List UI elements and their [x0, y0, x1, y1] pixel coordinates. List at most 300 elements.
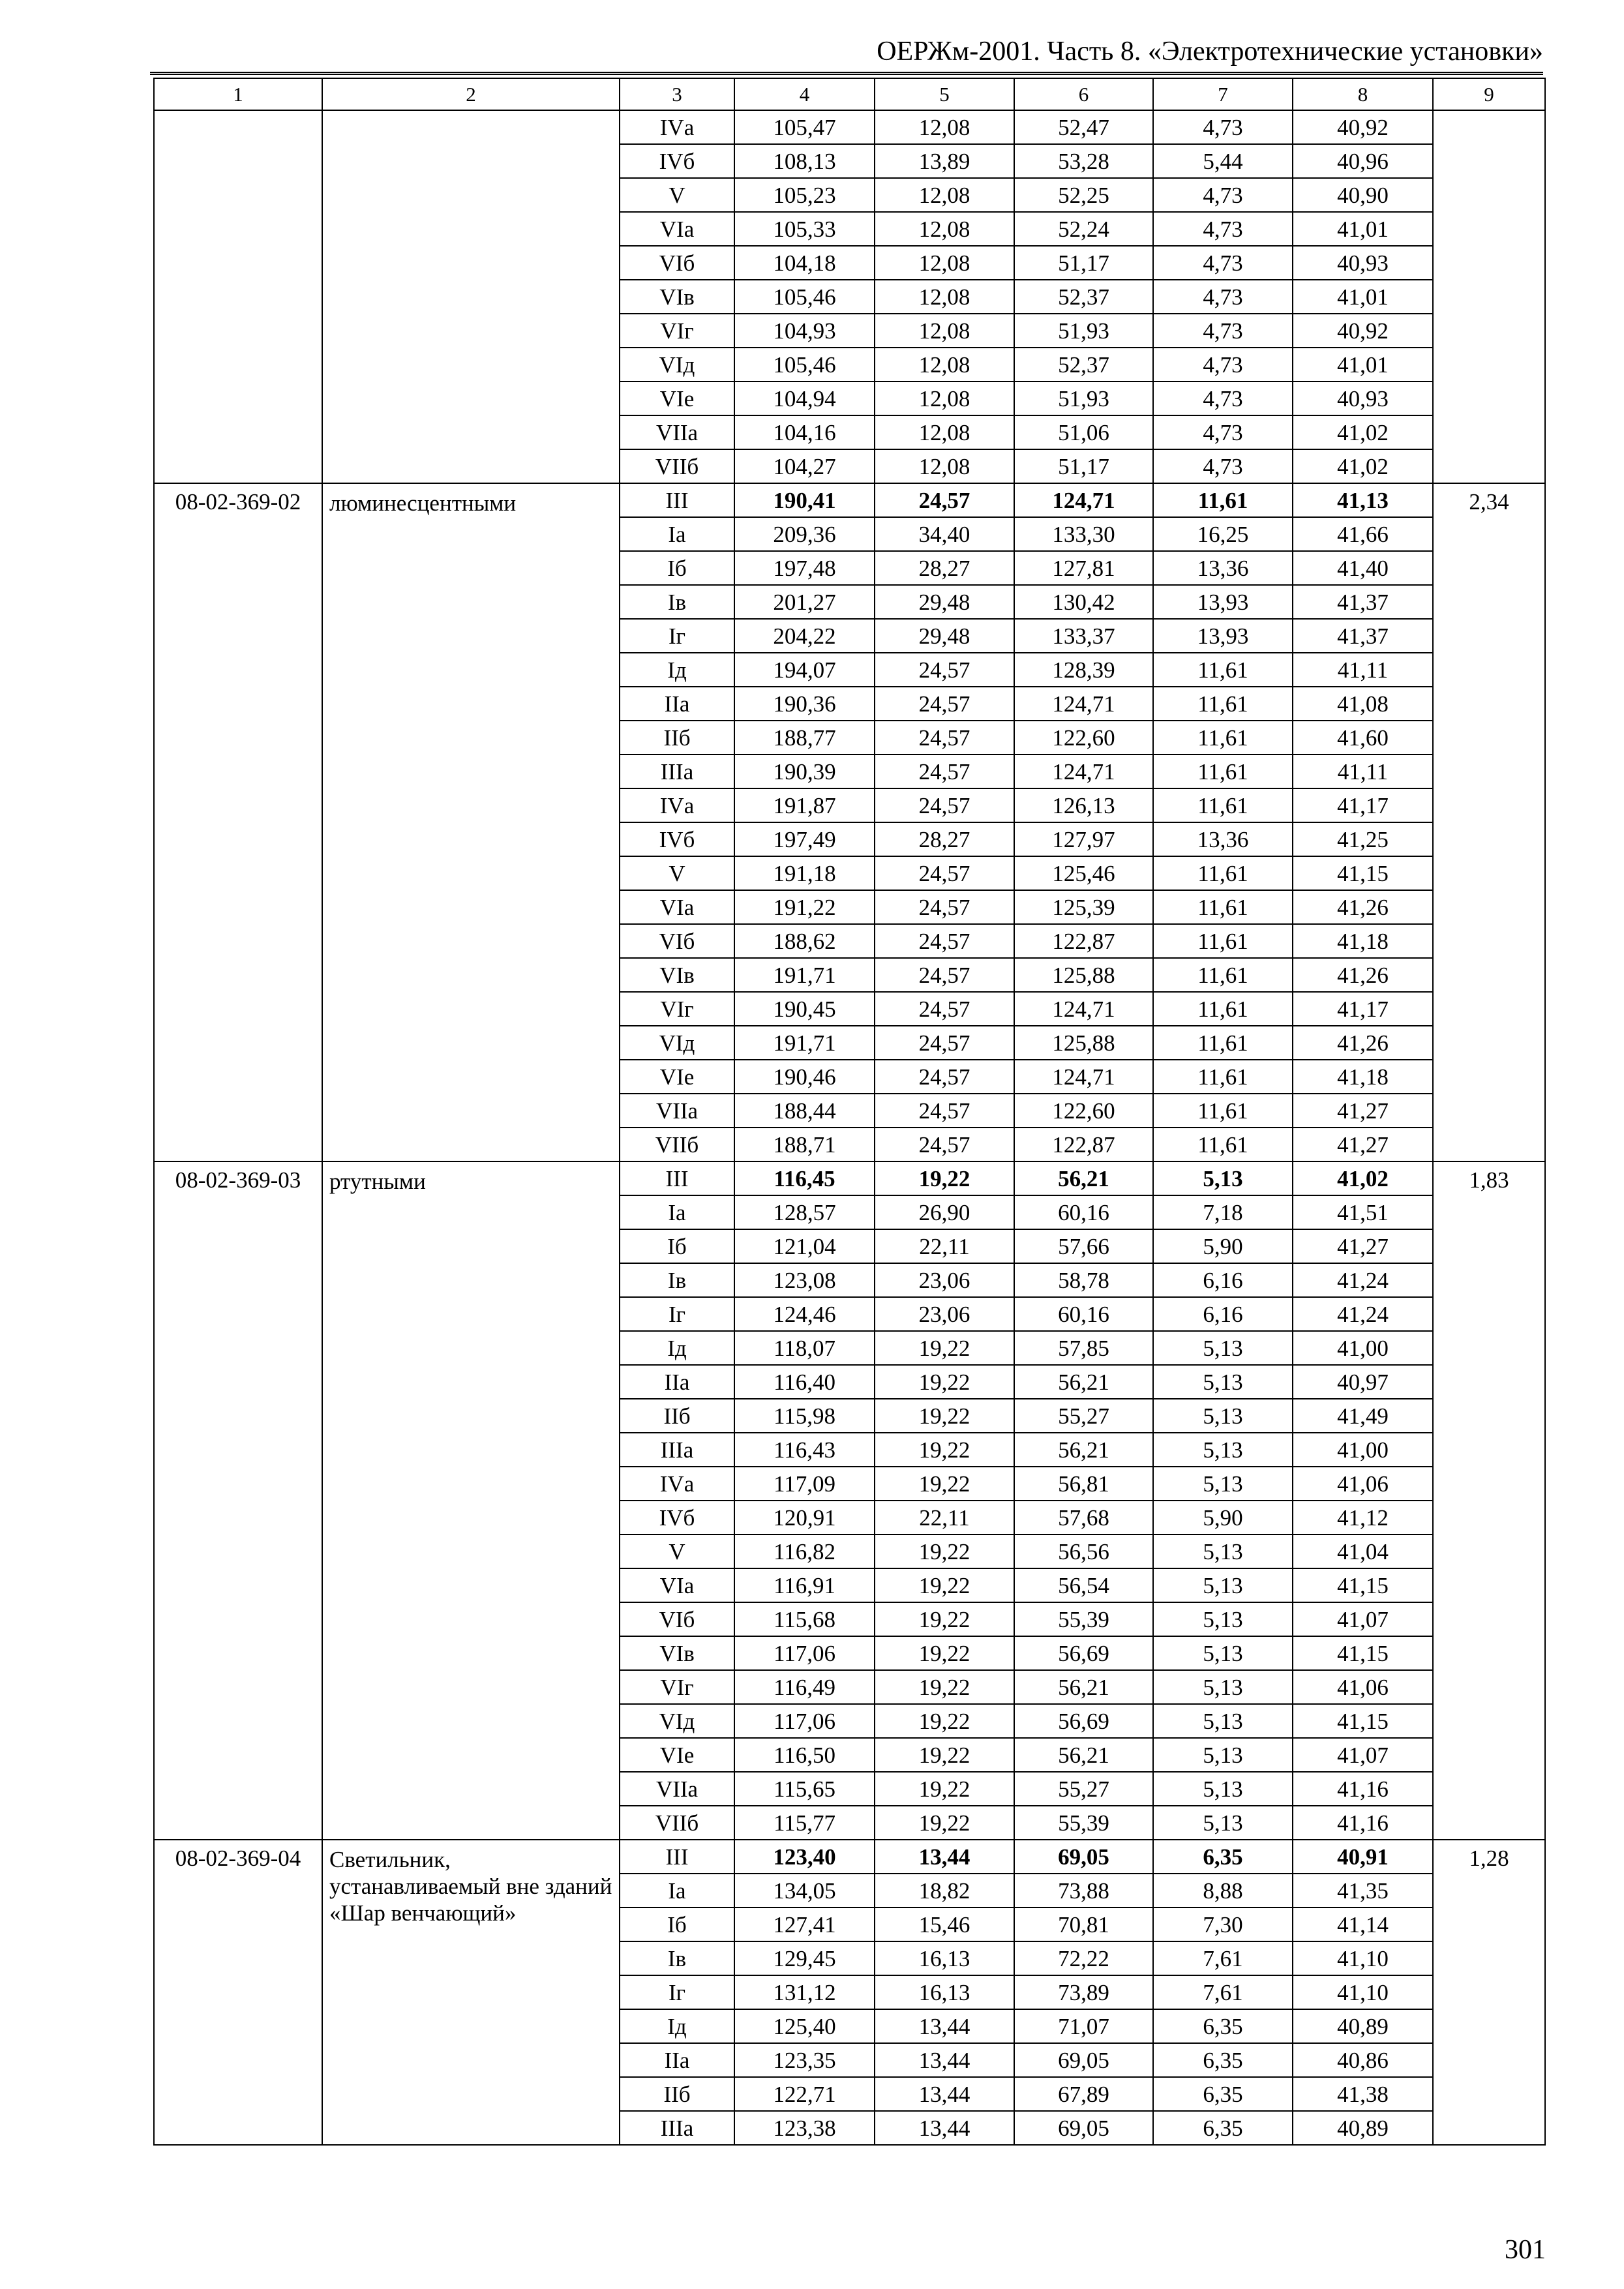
value-cell: 4,73 — [1153, 382, 1293, 415]
value-cell: 11,61 — [1153, 856, 1293, 890]
value-cell: 5,13 — [1153, 1365, 1293, 1399]
value-cell: 18,82 — [875, 1874, 1014, 1908]
value-cell: 19,22 — [875, 1399, 1014, 1433]
value-cell: 70,81 — [1014, 1908, 1153, 1941]
column-number: 8 — [1293, 78, 1433, 110]
value-cell: 41,16 — [1293, 1806, 1433, 1840]
value-cell: 11,61 — [1153, 958, 1293, 992]
value-cell: 40,97 — [1293, 1365, 1433, 1399]
value-cell: 41,16 — [1293, 1772, 1433, 1806]
value-cell: 24,57 — [875, 856, 1014, 890]
value-cell: 40,89 — [1293, 2111, 1433, 2145]
value-cell: 41,27 — [1293, 1229, 1433, 1263]
table-row — [154, 1161, 1545, 1195]
value-cell: 29,48 — [875, 619, 1014, 653]
value-cell: 5,13 — [1153, 1331, 1293, 1365]
value-cell: 24,57 — [875, 653, 1014, 687]
value-cell: 19,22 — [875, 1670, 1014, 1704]
value-cell: 12,08 — [875, 348, 1014, 382]
zone-cell: Iд — [620, 1331, 734, 1365]
value-cell: 12,08 — [875, 415, 1014, 449]
value-cell: 19,22 — [875, 1568, 1014, 1602]
value-cell: 26,90 — [875, 1195, 1014, 1229]
value-cell: 124,71 — [1014, 483, 1153, 517]
zone-cell: VIг — [620, 1670, 734, 1704]
value-cell: 41,18 — [1293, 924, 1433, 958]
value-cell: 6,35 — [1153, 2009, 1293, 2043]
value-cell: 29,48 — [875, 585, 1014, 619]
value-cell: 5,90 — [1153, 1229, 1293, 1263]
zone-cell: IVб — [620, 144, 734, 178]
value-cell: 188,62 — [734, 924, 875, 958]
value-cell: 13,44 — [875, 2077, 1014, 2111]
value-cell: 116,43 — [734, 1433, 875, 1467]
value-cell: 124,71 — [1014, 992, 1153, 1026]
zone-cell: IIа — [620, 687, 734, 721]
value-cell: 191,18 — [734, 856, 875, 890]
value-cell: 115,98 — [734, 1399, 875, 1433]
value-cell: 11,61 — [1153, 653, 1293, 687]
value-cell: 6,35 — [1153, 2111, 1293, 2145]
value-cell: 69,05 — [1014, 2111, 1153, 2145]
value-cell: 41,13 — [1293, 483, 1433, 517]
value-cell: 4,73 — [1153, 110, 1293, 144]
zone-cell: IIа — [620, 1365, 734, 1399]
value-cell: 197,48 — [734, 551, 875, 585]
value-cell: 7,30 — [1153, 1908, 1293, 1941]
value-cell: 13,36 — [1153, 822, 1293, 856]
value-cell: 41,27 — [1293, 1128, 1433, 1161]
zone-cell: VIд — [620, 348, 734, 382]
zone-cell: IIб — [620, 1399, 734, 1433]
zone-cell: VIв — [620, 1636, 734, 1670]
value-cell: 122,87 — [1014, 1128, 1153, 1161]
value-cell: 8,88 — [1153, 1874, 1293, 1908]
value-cell: 126,13 — [1014, 788, 1153, 822]
value-cell: 5,13 — [1153, 1399, 1293, 1433]
column-number: 3 — [620, 78, 734, 110]
value-cell: 190,36 — [734, 687, 875, 721]
value-cell: 67,89 — [1014, 2077, 1153, 2111]
value-cell: 125,46 — [1014, 856, 1153, 890]
value-cell: 71,07 — [1014, 2009, 1153, 2043]
value-cell: 69,05 — [1014, 2043, 1153, 2077]
value-cell: 5,13 — [1153, 1433, 1293, 1467]
column-number: 1 — [154, 78, 322, 110]
zone-cell: Iв — [620, 1941, 734, 1975]
value-cell: 41,25 — [1293, 822, 1433, 856]
zone-cell: VIв — [620, 958, 734, 992]
zone-cell: Iд — [620, 2009, 734, 2043]
value-cell: 125,39 — [1014, 890, 1153, 924]
value-cell: 105,23 — [734, 178, 875, 212]
value-cell: 40,86 — [1293, 2043, 1433, 2077]
value-cell: 5,90 — [1153, 1501, 1293, 1534]
value-cell: 11,61 — [1153, 1094, 1293, 1128]
value-cell: 24,57 — [875, 483, 1014, 517]
value-cell: 130,42 — [1014, 585, 1153, 619]
value-cell: 41,10 — [1293, 1941, 1433, 1975]
value-cell: 123,08 — [734, 1263, 875, 1297]
value-cell: 128,39 — [1014, 653, 1153, 687]
value-cell: 40,96 — [1293, 144, 1433, 178]
value-cell: 13,44 — [875, 1840, 1014, 1874]
value-cell: 24,57 — [875, 687, 1014, 721]
value-cell: 116,49 — [734, 1670, 875, 1704]
value-cell: 60,16 — [1014, 1297, 1153, 1331]
zone-cell: VIд — [620, 1704, 734, 1738]
coefficient-cell: 1,83 — [1433, 1161, 1545, 1840]
value-cell: 121,04 — [734, 1229, 875, 1263]
value-cell: 19,22 — [875, 1365, 1014, 1399]
table-row — [154, 110, 1545, 144]
table-body — [154, 78, 1545, 2145]
value-cell: 122,71 — [734, 2077, 875, 2111]
value-cell: 127,81 — [1014, 551, 1153, 585]
value-cell: 11,61 — [1153, 1060, 1293, 1094]
value-cell: 12,08 — [875, 280, 1014, 314]
value-cell: 12,08 — [875, 314, 1014, 348]
value-cell: 41,24 — [1293, 1263, 1433, 1297]
zone-cell: Iб — [620, 1908, 734, 1941]
column-number: 9 — [1433, 78, 1545, 110]
value-cell: 5,44 — [1153, 144, 1293, 178]
value-cell: 105,46 — [734, 348, 875, 382]
zone-cell: IVа — [620, 788, 734, 822]
value-cell: 133,37 — [1014, 619, 1153, 653]
rate-name-cell: люминесцентными — [322, 483, 620, 1161]
value-cell: 19,22 — [875, 1161, 1014, 1195]
value-cell: 73,89 — [1014, 1975, 1153, 2009]
value-cell: 19,22 — [875, 1433, 1014, 1467]
value-cell: 51,93 — [1014, 382, 1153, 415]
value-cell: 24,57 — [875, 755, 1014, 788]
value-cell: 12,08 — [875, 449, 1014, 483]
value-cell: 120,91 — [734, 1501, 875, 1534]
zone-cell: VIб — [620, 246, 734, 280]
value-cell: 11,61 — [1153, 1026, 1293, 1060]
table-row — [154, 483, 1545, 517]
value-cell: 194,07 — [734, 653, 875, 687]
value-cell: 104,16 — [734, 415, 875, 449]
value-cell: 5,13 — [1153, 1161, 1293, 1195]
value-cell: 11,61 — [1153, 721, 1293, 755]
value-cell: 190,45 — [734, 992, 875, 1026]
zone-cell: Iг — [620, 1975, 734, 2009]
value-cell: 56,21 — [1014, 1670, 1153, 1704]
value-cell: 7,61 — [1153, 1975, 1293, 2009]
value-cell: 24,57 — [875, 721, 1014, 755]
value-cell: 13,36 — [1153, 551, 1293, 585]
value-cell: 69,05 — [1014, 1840, 1153, 1874]
value-cell: 201,27 — [734, 585, 875, 619]
value-cell: 41,12 — [1293, 1501, 1433, 1534]
zone-cell: VIIа — [620, 1772, 734, 1806]
value-cell: 190,41 — [734, 483, 875, 517]
value-cell: 6,35 — [1153, 2043, 1293, 2077]
value-cell: 34,40 — [875, 517, 1014, 551]
zone-cell: V — [620, 1534, 734, 1568]
value-cell: 41,18 — [1293, 1060, 1433, 1094]
value-cell: 108,13 — [734, 144, 875, 178]
value-cell: 19,22 — [875, 1704, 1014, 1738]
value-cell: 55,27 — [1014, 1399, 1153, 1433]
column-number: 2 — [322, 78, 620, 110]
value-cell: 4,73 — [1153, 246, 1293, 280]
value-cell: 5,13 — [1153, 1704, 1293, 1738]
value-cell: 41,10 — [1293, 1975, 1433, 2009]
value-cell: 4,73 — [1153, 178, 1293, 212]
value-cell: 24,57 — [875, 1026, 1014, 1060]
value-cell: 188,44 — [734, 1094, 875, 1128]
value-cell: 123,35 — [734, 2043, 875, 2077]
value-cell: 57,68 — [1014, 1501, 1153, 1534]
value-cell: 5,13 — [1153, 1670, 1293, 1704]
header-divider — [150, 72, 1543, 75]
value-cell: 13,44 — [875, 2043, 1014, 2077]
value-cell: 41,17 — [1293, 992, 1433, 1026]
value-cell: 53,28 — [1014, 144, 1153, 178]
value-cell: 209,36 — [734, 517, 875, 551]
value-cell: 52,47 — [1014, 110, 1153, 144]
column-number: 4 — [734, 78, 875, 110]
value-cell: 19,22 — [875, 1636, 1014, 1670]
value-cell: 124,46 — [734, 1297, 875, 1331]
value-cell: 122,60 — [1014, 721, 1153, 755]
value-cell: 24,57 — [875, 1060, 1014, 1094]
value-cell: 6,35 — [1153, 2077, 1293, 2111]
value-cell: 41,24 — [1293, 1297, 1433, 1331]
zone-cell: VIв — [620, 280, 734, 314]
value-cell: 5,13 — [1153, 1568, 1293, 1602]
value-cell: 41,01 — [1293, 348, 1433, 382]
value-cell: 41,07 — [1293, 1602, 1433, 1636]
zone-cell: IIIа — [620, 1433, 734, 1467]
zone-cell: Iб — [620, 551, 734, 585]
value-cell: 5,13 — [1153, 1806, 1293, 1840]
zone-cell: III — [620, 1161, 734, 1195]
value-cell: 188,71 — [734, 1128, 875, 1161]
value-cell: 11,61 — [1153, 687, 1293, 721]
value-cell: 13,44 — [875, 2009, 1014, 2043]
value-cell: 41,27 — [1293, 1094, 1433, 1128]
value-cell: 41,49 — [1293, 1399, 1433, 1433]
value-cell: 23,06 — [875, 1297, 1014, 1331]
value-cell: 122,60 — [1014, 1094, 1153, 1128]
value-cell: 41,04 — [1293, 1534, 1433, 1568]
value-cell: 117,09 — [734, 1467, 875, 1501]
value-cell: 11,61 — [1153, 483, 1293, 517]
value-cell: 41,06 — [1293, 1467, 1433, 1501]
value-cell: 72,22 — [1014, 1941, 1153, 1975]
value-cell: 56,81 — [1014, 1467, 1153, 1501]
zone-cell: VIг — [620, 992, 734, 1026]
value-cell: 11,61 — [1153, 788, 1293, 822]
value-cell: 118,07 — [734, 1331, 875, 1365]
value-cell: 24,57 — [875, 788, 1014, 822]
value-cell: 104,18 — [734, 246, 875, 280]
value-cell: 122,87 — [1014, 924, 1153, 958]
value-cell: 12,08 — [875, 212, 1014, 246]
value-cell: 73,88 — [1014, 1874, 1153, 1908]
value-cell: 15,46 — [875, 1908, 1014, 1941]
value-cell: 127,97 — [1014, 822, 1153, 856]
value-cell: 41,51 — [1293, 1195, 1433, 1229]
value-cell: 24,57 — [875, 1094, 1014, 1128]
value-cell: 56,69 — [1014, 1704, 1153, 1738]
value-cell: 12,08 — [875, 382, 1014, 415]
value-cell: 24,57 — [875, 924, 1014, 958]
value-cell: 12,08 — [875, 178, 1014, 212]
value-cell: 4,73 — [1153, 449, 1293, 483]
value-cell: 40,92 — [1293, 314, 1433, 348]
value-cell: 52,25 — [1014, 178, 1153, 212]
value-cell: 5,13 — [1153, 1738, 1293, 1772]
zone-cell: IVа — [620, 1467, 734, 1501]
zone-cell: Iб — [620, 1229, 734, 1263]
value-cell: 41,14 — [1293, 1908, 1433, 1941]
value-cell: 40,91 — [1293, 1840, 1433, 1874]
zone-cell: V — [620, 856, 734, 890]
value-cell: 13,44 — [875, 2111, 1014, 2145]
value-cell: 41,07 — [1293, 1738, 1433, 1772]
value-cell: 104,94 — [734, 382, 875, 415]
value-cell: 56,56 — [1014, 1534, 1153, 1568]
page-header-title: ОЕРЖм-2001. Часть 8. «Электротехнические установки» — [877, 37, 1543, 67]
rate-name-cell: ртутными — [322, 1161, 620, 1840]
value-cell: 41,00 — [1293, 1331, 1433, 1365]
zone-cell: III — [620, 483, 734, 517]
value-cell: 19,22 — [875, 1534, 1014, 1568]
value-cell: 124,71 — [1014, 755, 1153, 788]
value-cell: 191,71 — [734, 1026, 875, 1060]
table-row — [154, 1840, 1545, 1874]
page-number: 301 — [1505, 2235, 1546, 2265]
zone-cell: VIа — [620, 212, 734, 246]
value-cell: 124,71 — [1014, 1060, 1153, 1094]
zone-cell: VIIа — [620, 1094, 734, 1128]
rate-code-cell: 08-02-369-02 — [154, 483, 322, 1161]
value-cell: 19,22 — [875, 1738, 1014, 1772]
value-cell: 13,89 — [875, 144, 1014, 178]
zone-cell: IIб — [620, 2077, 734, 2111]
value-cell: 40,90 — [1293, 178, 1433, 212]
value-cell: 116,91 — [734, 1568, 875, 1602]
value-cell: 133,30 — [1014, 517, 1153, 551]
value-cell: 41,26 — [1293, 1026, 1433, 1060]
value-cell: 41,01 — [1293, 280, 1433, 314]
zone-cell: VIд — [620, 1026, 734, 1060]
value-cell: 6,16 — [1153, 1263, 1293, 1297]
value-cell: 104,27 — [734, 449, 875, 483]
zone-cell: Iа — [620, 517, 734, 551]
zone-cell: IIб — [620, 721, 734, 755]
zone-cell: Iг — [620, 619, 734, 653]
zone-cell: Iа — [620, 1874, 734, 1908]
price-table — [153, 78, 1546, 2146]
value-cell: 24,57 — [875, 1128, 1014, 1161]
value-cell: 131,12 — [734, 1975, 875, 2009]
value-cell: 41,35 — [1293, 1874, 1433, 1908]
zone-cell: Iг — [620, 1297, 734, 1331]
value-cell: 190,39 — [734, 755, 875, 788]
value-cell: 11,61 — [1153, 890, 1293, 924]
zone-cell: VIа — [620, 1568, 734, 1602]
value-cell: 28,27 — [875, 822, 1014, 856]
zone-cell: VIб — [620, 1602, 734, 1636]
value-cell: 19,22 — [875, 1467, 1014, 1501]
value-cell: 16,25 — [1153, 517, 1293, 551]
rate-code-cell — [154, 110, 322, 483]
value-cell: 123,38 — [734, 2111, 875, 2145]
value-cell: 52,24 — [1014, 212, 1153, 246]
value-cell: 116,45 — [734, 1161, 875, 1195]
value-cell: 52,37 — [1014, 348, 1153, 382]
zone-cell: VIIб — [620, 1806, 734, 1840]
zone-cell: III — [620, 1840, 734, 1874]
value-cell: 117,06 — [734, 1636, 875, 1670]
value-cell: 125,88 — [1014, 958, 1153, 992]
value-cell: 204,22 — [734, 619, 875, 653]
rate-name-cell — [322, 110, 620, 483]
value-cell: 134,05 — [734, 1874, 875, 1908]
zone-cell: VIIб — [620, 1128, 734, 1161]
rate-code-cell: 08-02-369-03 — [154, 1161, 322, 1840]
column-number: 5 — [875, 78, 1014, 110]
value-cell: 41,60 — [1293, 721, 1433, 755]
coefficient-cell: 1,28 — [1433, 1840, 1545, 2145]
value-cell: 4,73 — [1153, 348, 1293, 382]
value-cell: 129,45 — [734, 1941, 875, 1975]
value-cell: 57,85 — [1014, 1331, 1153, 1365]
value-cell: 117,06 — [734, 1704, 875, 1738]
value-cell: 7,61 — [1153, 1941, 1293, 1975]
value-cell: 116,82 — [734, 1534, 875, 1568]
value-cell: 13,93 — [1153, 585, 1293, 619]
zone-cell: VIIб — [620, 449, 734, 483]
rate-code-cell: 08-02-369-04 — [154, 1840, 322, 2145]
value-cell: 11,61 — [1153, 992, 1293, 1026]
value-cell: 41,08 — [1293, 687, 1433, 721]
value-cell: 105,47 — [734, 110, 875, 144]
value-cell: 28,27 — [875, 551, 1014, 585]
value-cell: 41,37 — [1293, 619, 1433, 653]
value-cell: 116,50 — [734, 1738, 875, 1772]
value-cell: 4,73 — [1153, 280, 1293, 314]
value-cell: 24,57 — [875, 958, 1014, 992]
coefficient-cell — [1433, 110, 1545, 483]
value-cell: 6,35 — [1153, 1840, 1293, 1874]
value-cell: 188,77 — [734, 721, 875, 755]
value-cell: 13,93 — [1153, 619, 1293, 653]
value-cell: 127,41 — [734, 1908, 875, 1941]
value-cell: 19,22 — [875, 1772, 1014, 1806]
zone-cell: Iв — [620, 585, 734, 619]
zone-cell: VIг — [620, 314, 734, 348]
value-cell: 16,13 — [875, 1975, 1014, 2009]
value-cell: 22,11 — [875, 1229, 1014, 1263]
zone-cell: IIа — [620, 2043, 734, 2077]
value-cell: 125,40 — [734, 2009, 875, 2043]
zone-cell: IVб — [620, 1501, 734, 1534]
value-cell: 41,17 — [1293, 788, 1433, 822]
value-cell: 19,22 — [875, 1331, 1014, 1365]
zone-cell: VIб — [620, 924, 734, 958]
value-cell: 191,71 — [734, 958, 875, 992]
value-cell: 51,17 — [1014, 449, 1153, 483]
value-cell: 191,22 — [734, 890, 875, 924]
value-cell: 5,13 — [1153, 1602, 1293, 1636]
